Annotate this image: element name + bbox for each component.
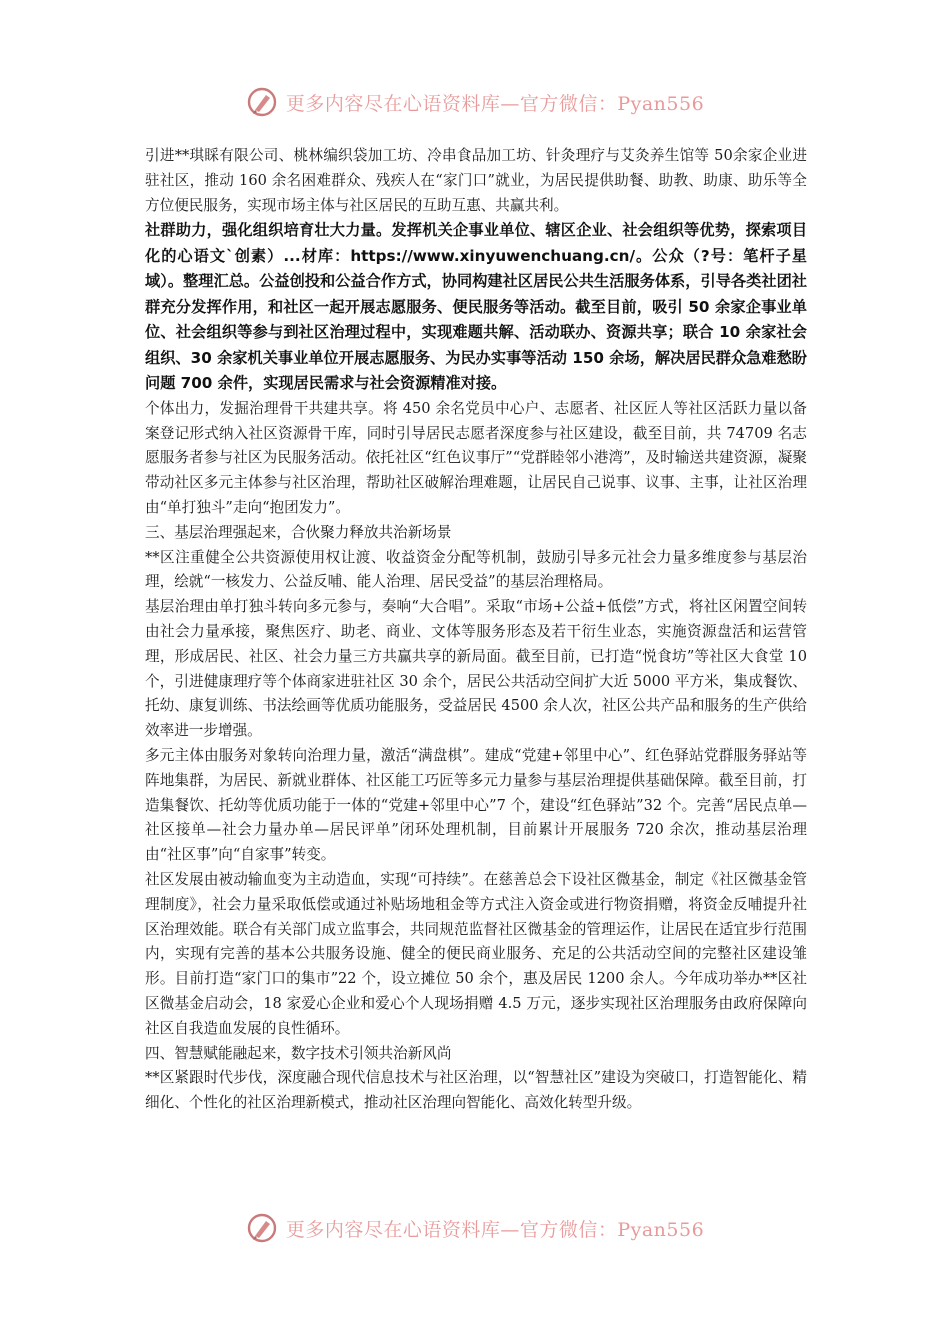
watermark-text: 更多内容尽在心语资料库—官方微信：Pyan556 [285, 92, 705, 115]
article-body [145, 144, 807, 1116]
paragraph: 引进**琪睬有限公司、桃林编织袋加工坊、冷串食品加工坊、针灸理疗与艾灸养生馆等 50余家企业进驻社区，推动 160 余名困难群众、残疾人在“家门口”就业，为居民提供助餐、助教、助康、助乐等全方位便民服务，实现市场主体与社区居民的互助互惠、共赢共利。 [145, 147, 807, 214]
paragraph: 多元主体由服务对象转向治理力量，激活“满盘棋”。建成“党建+邻里中心”、红色驿站党群服务驿站等阵地集群，为居民、新就业群体、社区能工巧匠等多元力量参与基层治理提供基础保障。截至目前，打造集餐饮、托幼等优质功能于一体的“党建+邻里中心”7 个，建设“红色驿站”32 个。完善“居民点单—社区接单—社会力量办单—居民评单”闭环处理机制，目前累计开展服务 720 余次，推动基层治理由“社区事”向“自家事”转变。 [145, 747, 807, 864]
paragraph: 社区发展由被动输血变为主动造血，实现“可持续”。在慈善总会下设社区微基金，制定《社区微基金管理制度》，社会力量采取低偿或通过补贴场地租金等方式注入资金或进行物资捐赠，将资金反哺提升社区治理效能。联合有关部门成立监事会，共同规范监督社区微基金的管理运作，让居民在适宜步行范围内，实现有完善的基本公共服务设施、健全的便民商业服务、充足的公共活动空间的完整社区建设雏形。目前打造“家门口的集市”22 个，设立摊位 50 余个，惠及居民 1200 余人。今年成功举办**区社区微基金启动会，18 家爱心企业和爱心个人现场捐赠 4.5 万元，逐步实现社区治理服务由政府保障向社区自我造血发展的良性循环。 [145, 871, 807, 1037]
watermark-text: 更多内容尽在心语资料库—官方微信：Pyan556 [285, 1218, 705, 1241]
paragraph: **区紧跟时代步伐，深度融合现代信息技术与社区治理，以“智慧社区”建设为突破口，打造智能化、精细化、个性化的社区治理新模式，推动社区治理向智能化、高效化转型升级。 [145, 1069, 807, 1112]
paragraph: 基层治理由单打独斗转向多元参与，奏响“大合唱”。采取“市场+公益+低偿”方式，将社区闲置空间转由社会力量承接，聚焦医疗、助老、商业、文体等服务形态及若干衍生业态，实施资源盘活和运营管理，形成居民、社区、社会力量三方共赢共享的新局面。截至目前，已打造“悦食坊”等社区大食堂 10 个，引进健康理疗等个体商家进驻社区 30 余个，居民公共活动空间扩大近 5000 平方米，集成餐饮、托幼、康复训练、书法绘画等优质功能服务，受益居民 4500 余人次，社区公共产品和服务的生产供给效率进一步增强。 [145, 598, 807, 740]
pen-logo-icon [246, 1212, 278, 1244]
paragraph: 个体出力，发掘治理骨干共建共享。将 450 余名党员中心户、志愿者、社区匠人等社区活跃力量以备案登记形式纳入社区资源骨干库，同时引导居民志愿者深度参与社区建设，截至目前，共 74709 名志愿服务者参与社区为民服务活动。依托社区“红色议事厅”“党群睦邻小港湾”，及时输送共建资源，凝聚带动社区多元主体参与社区治理，帮助社区破解治理难题，让居民自己说事、议事、主事，让社区治理由“单打独斗”走向“抱团发力”。 [145, 399, 807, 517]
paragraph: **区注重健全公共资源使用权让渡、收益资金分配等机制，鼓励引导多元社会力量多维度参与基层治理，绘就“一核发力、公益反哺、能人治理、居民受益”的基层治理格局。 [145, 548, 807, 591]
watermark-header [0, 86, 950, 118]
watermark-footer [0, 1212, 950, 1244]
pen-logo-icon [246, 86, 278, 118]
section-heading: 四、智慧赋能融起来，数字技术引领共治新风尚 [145, 1044, 452, 1062]
section-heading: 三、基层治理强起来，合伙聚力释放共治新场景 [145, 523, 452, 541]
paragraph-bold: 社群助力，强化组织培育壮大力量。发挥机关企事业单位、辖区企业、社会组织等优势，探索项目化的心语文`创素）...材库：https://www.xinyuwenchuang.cn/。公众（?号：笔杆子星域）。整理汇总。公益创投和公益合作方式，协同构建社区居民公共生活服务体系，引导各类社团社群充分发挥作用，和社区一起开展志愿服务、便民服务等活动。截至目前，吸引 50 余家企事业单位、社会组织等参与到社区治理过程中，实现难题共解、活动联办、资源共享；联合 10 余家社会组织、30 余家机关事业单位开展志愿服务、为民办实事等活动 150 余场，解决居民群众急难愁盼问题 700 余件，实现居民需求与社会资源精准对接。 [145, 221, 807, 393]
